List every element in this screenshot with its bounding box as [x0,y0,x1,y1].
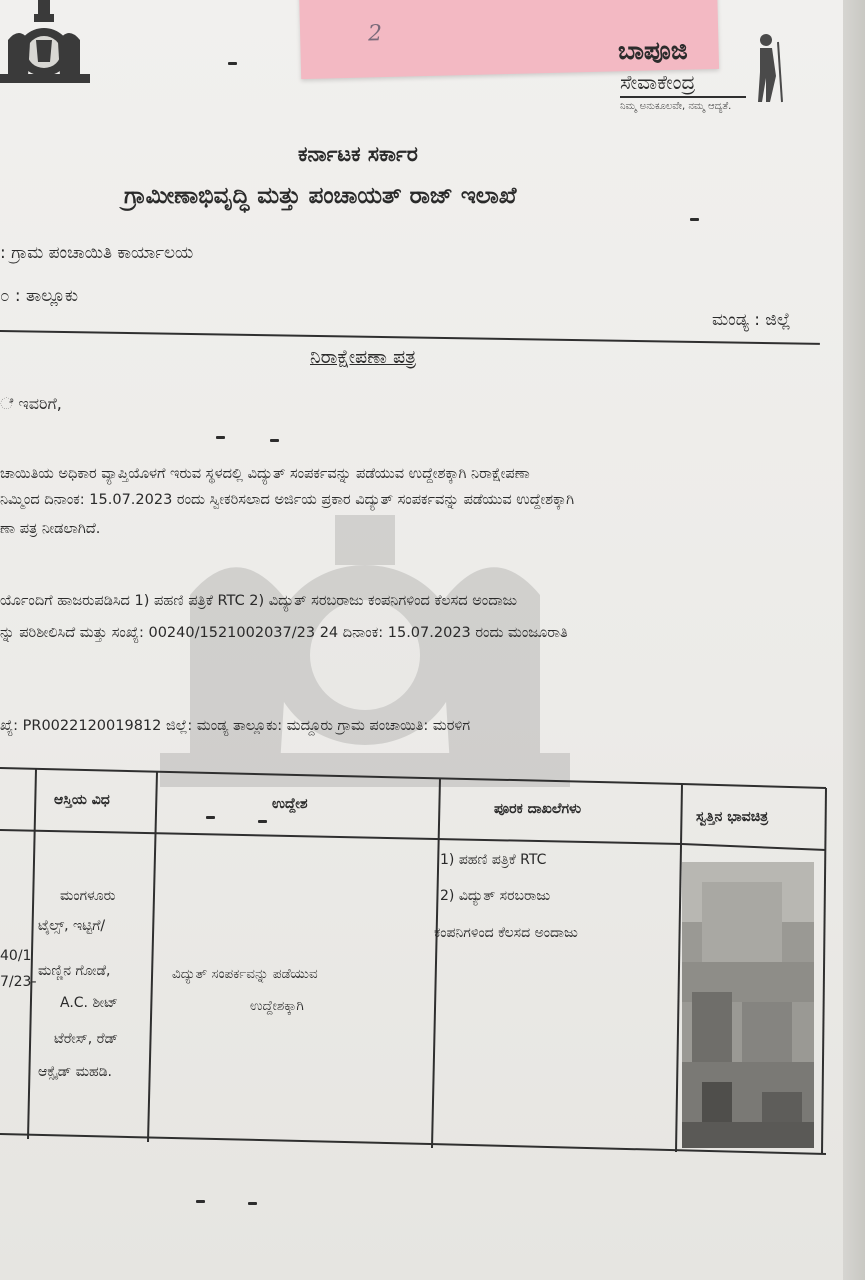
karnataka-emblem-icon [0,0,92,86]
table-cell-documents-line-3: ಕಂಪನಿಗಳಿಂದ ಕೆಲಸದ ಅಂದಾಜು [434,925,578,941]
ink-speck [690,218,699,221]
table-cell-purpose-line-2: ಉದ್ದೇಶಕ್ಕಾಗಿ [250,998,304,1014]
document-title: ನಿರಾಕ್ಷೇಪಣಾ ಪತ್ರ [310,346,417,368]
ink-speck [270,439,279,442]
office-line: : ಗ್ರಾಮ ಪಂಚಾಯಿತಿ ಕಾರ್ಯಾಲಯ [0,243,194,263]
table-cell-col0-line-2: 7/23- [0,974,37,990]
government-title: ಕರ್ನಾಟಕ ಸರ್ಕಾರ [298,142,418,166]
ink-speck [206,816,215,819]
paper-edge [843,0,865,1280]
table-cell-documents-line-1: 1) ಪಹಣಿ ಪತ್ರಿಕೆ RTC [440,852,547,868]
addressee-line: ೆ ಇವರಿಗೆ, [0,394,62,413]
table-cell-property-type-line-2: ಟೈಲ್ಸ್, ಇಟ್ಟಿಗೆ/ [38,918,106,934]
body-paragraph-2-line-1: ರ್ಯೊಂದಿಗೆ ಹಾಜರುಪಡಿಸಿದ 1) ಪಹಣಿ ಪತ್ರಿಕೆ RTC 2) ವಿದ್ಯುತ್ ಸರಬರಾಜು ಕಂಪನಿಗಳಿಂದ ಕೆಲಸದ ಅಂದಾಜು [0,593,518,609]
gandhi-figure-icon [742,32,786,104]
table-header-purpose: ಉದ್ದೇಶ [272,796,308,812]
ink-speck [216,436,225,439]
body-paragraph-1-line-1: ಚಾಯಿತಿಯ ಅಧಿಕಾರ ವ್ಯಾಪ್ತಿಯೊಳಗೆ ಇರುವ ಸ್ಥಳದಲ್ಲಿ ವಿದ್ಯುತ್ ಸಂಪರ್ಕವನ್ನು ಪಡೆಯುವ ಉದ್ದೇಶಕ್ಕಾಗಿ ನಿರಾಕ್ಷೇಪಣಾ [0,466,530,482]
bapuji-logo-tagline: ನಿಮ್ಮ ಅನುಕೂಲವೇ, ನಮ್ಮ ಆದ್ಯತೆ. [620,101,732,112]
ink-speck [258,820,267,823]
table-header-documents: ಪೂರಕ ದಾಖಲೆಗಳು [494,801,582,817]
table-header-photo: ಸ್ವತ್ತಿನ ಭಾವಚಿತ್ರ [696,809,769,825]
table-header-property-type: ಆಸ್ತಿಯ ವಿಧ [54,792,110,808]
table-cell-purpose-line-1: ವಿದ್ಯುತ್ ಸಂಪರ್ಕವನ್ನು ಪಡೆಯುವ [172,966,318,982]
header-rule [0,330,820,345]
property-photo [682,862,814,1148]
taluk-line: ೦ : ತಾಲ್ಲೂಕು [0,286,79,306]
bapuji-logo-title: ಬಾಪೂಜಿ [618,36,688,65]
table-cell-property-type-line-5: ಟೆರೇಸ್, ರೆಡ್ [54,1031,119,1047]
table-cell-property-type-line-1: ಮಂಗಳೂರು [60,888,116,904]
table-cell-documents-line-2: 2) ವಿದ್ಯುತ್ ಸರಬರಾಜು [440,888,551,904]
bapuji-logo-subtitle: ಸೇವಾಕೇಂದ್ರ [620,70,696,94]
logo-divider [620,96,746,98]
table-cell-property-type-line-4: A.C. ಶೀಟ್ [60,995,118,1011]
ink-speck [228,62,237,65]
department-title: ಗ್ರಾಮೀಣಾಭಿವೃದ್ಧಿ ಮತ್ತು ಪಂಚಾಯತ್ ರಾಜ್ ಇಲಾಖೆ [124,183,517,209]
ink-speck [196,1200,205,1203]
body-paragraph-2-line-2: ನ್ನು ಪರಿಶೀಲಿಸಿದೆ ಮತ್ತು ಸಂಖ್ಯೆ: 00240/1521002037/23 24 ದಿನಾಂಕ: 15.07.2023 ರಂದು ಮಂಜೂರಾತಿ [0,625,568,641]
table-cell-col0-line-1: 40/1 [0,948,32,964]
body-paragraph-1-line-3: ಣಾ ಪತ್ರ ನೀಡಲಾಗಿದೆ. [0,521,101,537]
table-cell-property-type-line-6: ಆಕ್ಸೈಡ್ ಮಹಡಿ. [38,1064,112,1080]
state-emblem-watermark [150,515,580,795]
district-line: ಮಂಡ್ಯ : ಜಿಲ್ಲೆ [712,310,791,330]
sticky-note-scribble: 2 [367,21,383,47]
table-cell-property-type-line-3: ಮಣ್ಣಿನ ಗೋಡೆ, [38,963,111,979]
body-paragraph-1-line-2: ನಿಮ್ಮಿಂದ ದಿನಾಂಕ: 15.07.2023 ರಂದು ಸ್ವೀಕರಿಸಲಾದ ಅರ್ಜಿಯ ಪ್ರಕಾರ ವಿದ್ಯುತ್ ಸಂಪರ್ಕವನ್ನು ಪಡೆಯುವ ಉದ್ದೇಶಕ್ಕಾಗಿ [0,492,575,508]
property-details-line: ಖ್ಯೆ: PR0022120019812 ಜಿಲ್ಲೆ: ಮಂಡ್ಯ ತಾಲ್ಲೂಕು: ಮದ್ದೂರು ಗ್ರಾಮ ಪಂಚಾಯಿತಿ: ಮರಳಿಗ [0,718,471,734]
ink-speck [248,1202,257,1205]
